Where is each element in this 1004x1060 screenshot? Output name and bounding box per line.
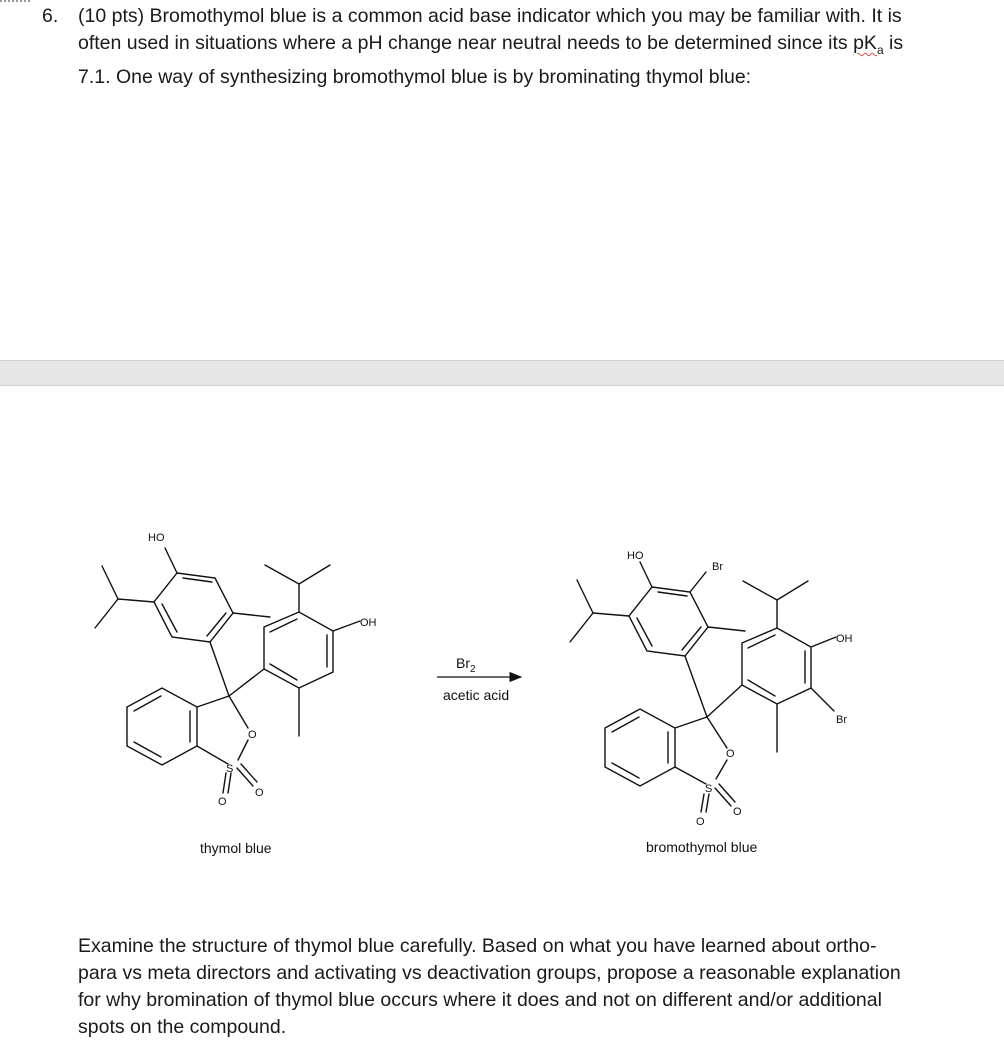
question-line-2-text: often used in situations where a pH change near neutral needs to be determined since its — [78, 32, 848, 54]
closing-line-1: Examine the structure of thymol blue carefully. Based on what you have learned about ortho- — [78, 935, 877, 957]
bromothymol-br-2-label: Br — [836, 714, 847, 726]
thymol-ho-label: HO — [148, 532, 165, 544]
thymol-blue-structure — [95, 548, 360, 793]
question-text — [78, 3, 958, 91]
bromothymol-sulfonyl-oxygen-2-label: O — [733, 806, 742, 818]
pka-term — [853, 32, 884, 57]
reagent-formula: Br — [456, 655, 470, 671]
thymol-sulfonyl-oxygen-1-label: O — [218, 796, 227, 808]
bromothymol-oh-label: OH — [836, 633, 853, 645]
reactant-name: thymol blue — [200, 840, 272, 856]
closing-line-2: para vs meta directors and activating vs deactivation groups, propose a reasonable explanation — [78, 962, 901, 984]
question-number: 6. — [42, 5, 59, 27]
bromothymol-sulfonyl-oxygen-1-label: O — [696, 816, 705, 828]
reagent-subscript: 2 — [470, 664, 476, 675]
page-break — [0, 360, 1004, 386]
solvent-label: acetic acid — [443, 687, 510, 703]
thymol-ring-oxygen-label: O — [248, 729, 257, 741]
reaction-scheme — [0, 520, 1004, 865]
pka-subscript: a — [876, 42, 884, 57]
question-line-3: 7.1. One way of synthesizing bromothymol blue is by brominating thymol blue: — [78, 65, 752, 88]
bromothymol-ho-label: HO — [627, 550, 644, 562]
thymol-sulfur-label: S — [226, 763, 234, 775]
thymol-sulfonyl-oxygen-2-label: O — [255, 787, 264, 799]
bromothymol-blue-structure — [570, 562, 836, 812]
closing-line-3: for why bromination of thymol blue occurs where it does and not on different and/or additional — [78, 989, 882, 1011]
closing-prompt — [78, 933, 958, 1041]
page-edge-mark — [0, 0, 30, 5]
reagent-label — [456, 655, 476, 675]
pka-misspelling-underline — [853, 32, 884, 57]
bromothymol-sulfur-label: S — [705, 783, 713, 795]
product-name: bromothymol blue — [646, 839, 758, 855]
question-line-1: (10 pts) Bromothymol blue is a common acid base indicator which you may be familiar with. It is — [78, 5, 902, 27]
pka-after: is — [883, 32, 904, 54]
closing-line-4: spots on the compound. — [78, 1016, 287, 1038]
pka-base: pK — [853, 32, 877, 54]
question-line-2 — [78, 30, 958, 64]
bromothymol-ring-oxygen-label: O — [726, 748, 735, 760]
reaction-arrow-group — [437, 655, 521, 703]
thymol-oh-label: OH — [360, 617, 377, 629]
bromothymol-br-1-label: Br — [712, 561, 723, 573]
